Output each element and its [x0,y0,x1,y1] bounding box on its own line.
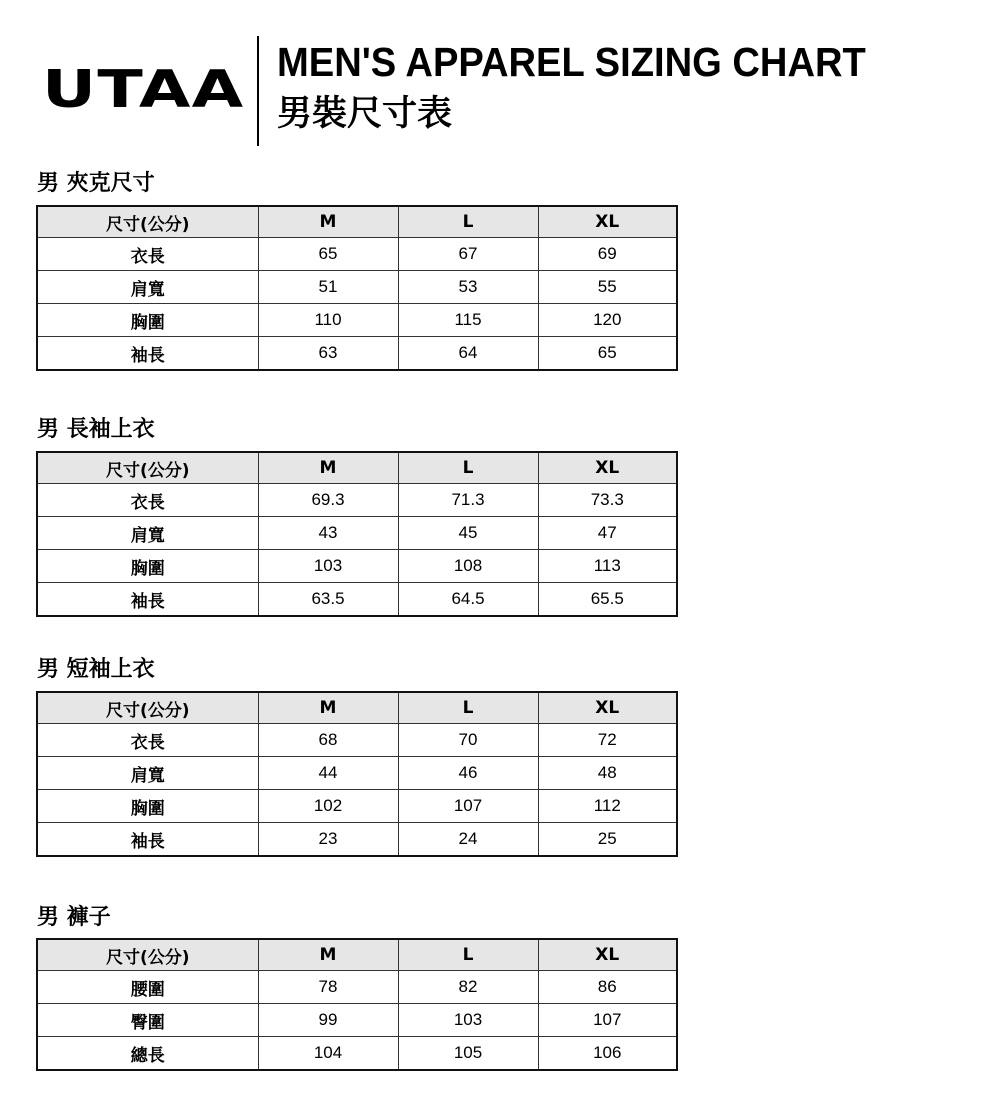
cell-value: 71.3 [398,484,538,517]
cell-value: 65 [258,238,398,271]
cell-value: 120 [538,304,677,337]
column-header: L [398,452,538,484]
cell-value: 24 [398,823,538,857]
cell-value: 44 [258,757,398,790]
cell-value: 72 [538,724,677,757]
row-label: 肩寬 [37,517,258,550]
cell-value: 68 [258,724,398,757]
row-label: 肩寬 [37,271,258,304]
row-label: 衣長 [37,724,258,757]
cell-value: 107 [538,1004,677,1037]
table-header-row [37,939,677,971]
cell-value: 102 [258,790,398,823]
section-title-jacket: 男 夾克尺寸 [37,171,155,196]
cell-value: 43 [258,517,398,550]
cell-value: 78 [258,971,398,1004]
table-row [37,757,677,790]
column-header: XL [538,692,677,724]
row-label: 肩寬 [37,757,258,790]
cell-value: 106 [538,1037,677,1071]
cell-value: 55 [538,271,677,304]
cell-value: 25 [538,823,677,857]
column-header: XL [538,452,677,484]
page-title-zh: 男裝尺寸表 [277,94,453,134]
column-header: L [398,692,538,724]
cell-value: 113 [538,550,677,583]
row-label: 腰圍 [37,971,258,1004]
column-header: M [258,452,398,484]
table-row [37,304,677,337]
column-header: XL [538,206,677,238]
cell-value: 48 [538,757,677,790]
table-row [37,238,677,271]
cell-value: 23 [258,823,398,857]
table-row [37,484,677,517]
header-divider [257,36,259,146]
cell-value: 51 [258,271,398,304]
cell-value: 110 [258,304,398,337]
cell-value: 46 [398,757,538,790]
table-row [37,724,677,757]
column-header: 尺寸(公分) [37,939,258,971]
page-title-en: MEN'S APPAREL SIZING CHART [277,39,866,85]
column-header: M [258,692,398,724]
cell-value: 107 [398,790,538,823]
table-header-row [37,692,677,724]
cell-value: 63.5 [258,583,398,617]
cell-value: 69.3 [258,484,398,517]
row-label: 胸圍 [37,550,258,583]
size-table-short-sleeve [36,691,678,857]
cell-value: 103 [398,1004,538,1037]
table-header-row [37,452,677,484]
cell-value: 67 [398,238,538,271]
row-label: 衣長 [37,484,258,517]
cell-value: 73.3 [538,484,677,517]
table-row [37,517,677,550]
cell-value: 115 [398,304,538,337]
cell-value: 53 [398,271,538,304]
table-row [37,337,677,371]
row-label: 袖長 [37,337,258,371]
row-label: 總長 [37,1037,258,1071]
cell-value: 104 [258,1037,398,1071]
table-row [37,583,677,617]
size-table-long-sleeve [36,451,678,617]
table-row [37,1037,677,1071]
cell-value: 47 [538,517,677,550]
row-label: 袖長 [37,583,258,617]
cell-value: 112 [538,790,677,823]
column-header: 尺寸(公分) [37,692,258,724]
column-header: XL [538,939,677,971]
table-row [37,550,677,583]
row-label: 胸圍 [37,304,258,337]
cell-value: 108 [398,550,538,583]
table-header-row [37,206,677,238]
column-header: M [258,206,398,238]
column-header: 尺寸(公分) [37,452,258,484]
brand-logo: UTAA [42,60,245,120]
table-row [37,823,677,857]
size-table-pants [36,938,678,1071]
cell-value: 65 [538,337,677,371]
column-header: 尺寸(公分) [37,206,258,238]
table-row [37,271,677,304]
cell-value: 99 [258,1004,398,1037]
table-row [37,971,677,1004]
column-header: L [398,939,538,971]
row-label: 袖長 [37,823,258,857]
cell-value: 86 [538,971,677,1004]
cell-value: 65.5 [538,583,677,617]
column-header: M [258,939,398,971]
section-title-pants: 男 褲子 [37,905,111,930]
column-header: L [398,206,538,238]
row-label: 臀圍 [37,1004,258,1037]
table-row [37,790,677,823]
cell-value: 105 [398,1037,538,1071]
cell-value: 70 [398,724,538,757]
cell-value: 69 [538,238,677,271]
cell-value: 45 [398,517,538,550]
section-title-long-sleeve: 男 長袖上衣 [37,417,155,442]
row-label: 胸圍 [37,790,258,823]
cell-value: 103 [258,550,398,583]
size-table-jacket [36,205,678,371]
cell-value: 64.5 [398,583,538,617]
cell-value: 63 [258,337,398,371]
row-label: 衣長 [37,238,258,271]
table-row [37,1004,677,1037]
cell-value: 64 [398,337,538,371]
section-title-short-sleeve: 男 短袖上衣 [37,657,155,682]
cell-value: 82 [398,971,538,1004]
